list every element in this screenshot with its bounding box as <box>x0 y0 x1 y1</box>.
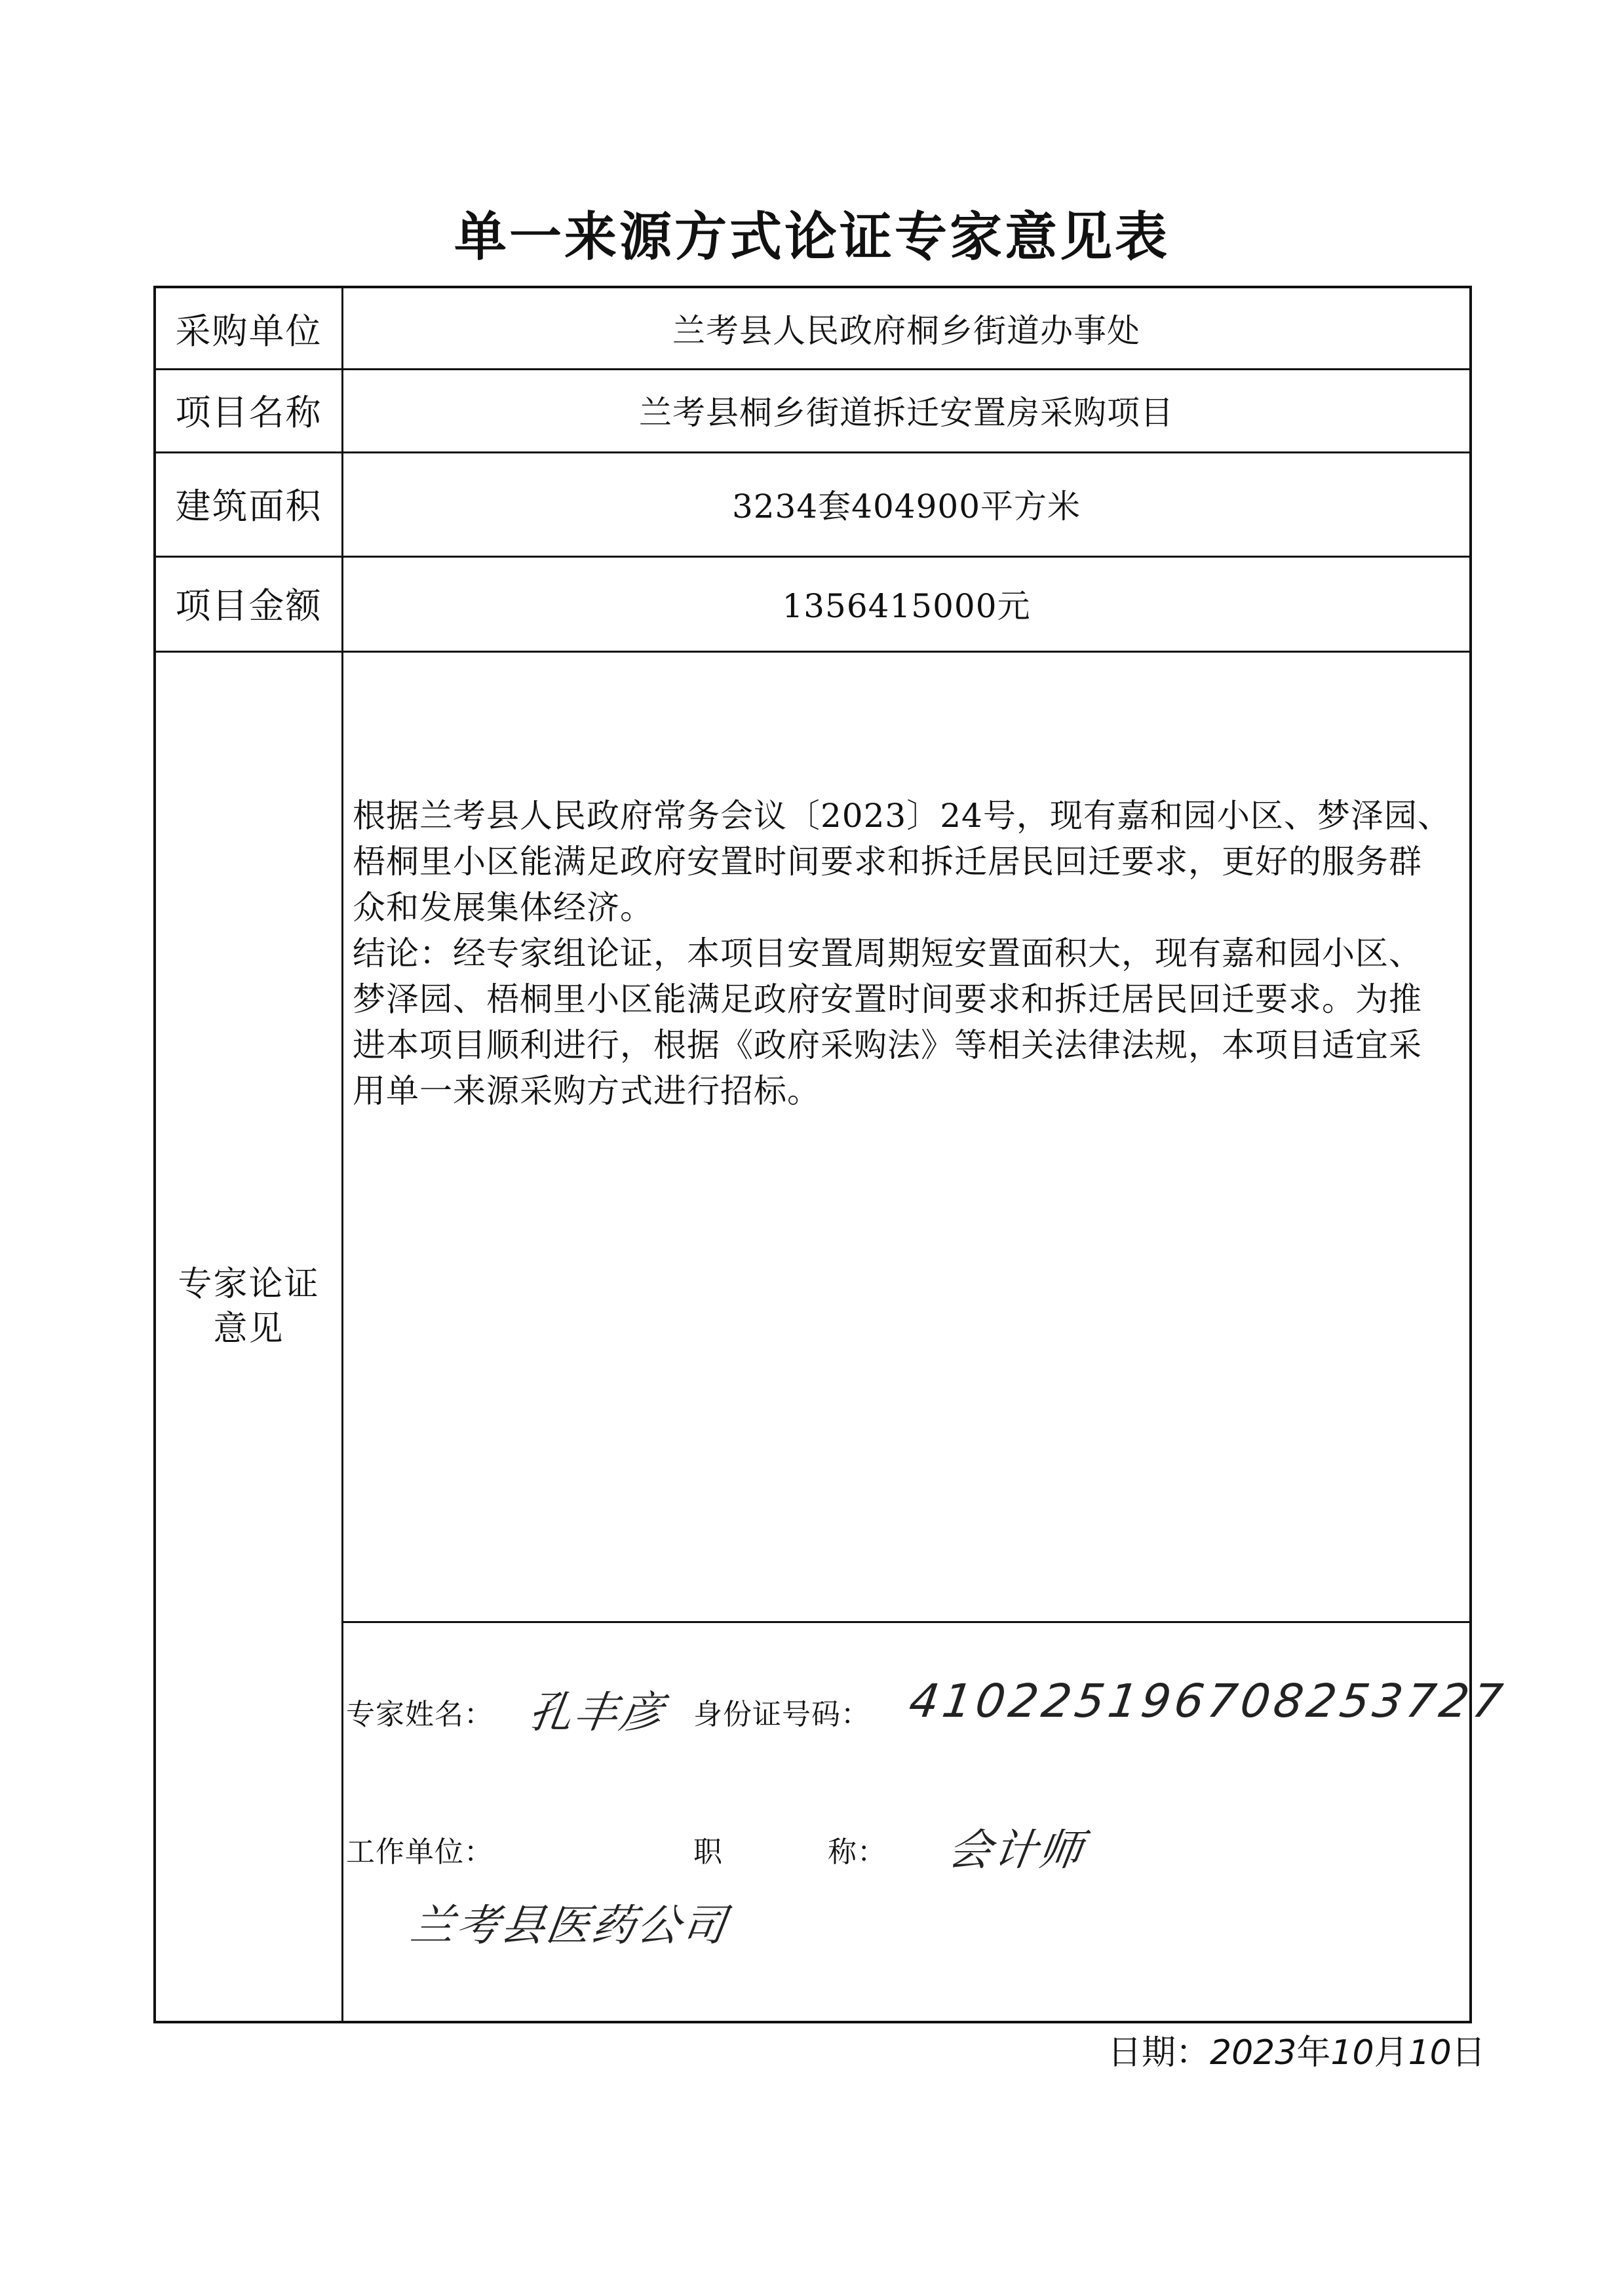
date-day: 10 <box>1408 2033 1452 2073</box>
document-title: 单一来源方式论证专家意见表 <box>454 206 1170 267</box>
date-label: 日期： <box>1108 2033 1210 2073</box>
date-month-unit: 月 <box>1374 2033 1408 2073</box>
building-area-value: 3234套404900平方米 <box>731 487 1081 526</box>
date-day-unit: 日 <box>1451 2033 1486 2073</box>
project-name-label: 项目名称 <box>175 392 322 433</box>
expert-opinion-label: 专家论证意见 <box>178 1265 320 1349</box>
project-amount-value: 1356415000元 <box>782 586 1031 625</box>
opinion-paragraph-conclusion: 结论：经专家组论证，本项目安置周期短安置面积大，现有嘉和园小区、梦泽园、梧桐里小区能满足政府安置时间要求和拆迁居民回迁要求。为推进本项目顺利进行，根据《政府采购法》等相关法律法规，本项目适宜采用单一来源采购方式进行招标。 <box>353 934 1422 1110</box>
signature-divider <box>341 1621 1469 1623</box>
expert-name-signature: 孔丰彦 <box>525 1687 668 1738</box>
date-year: 2023 <box>1210 2033 1297 2073</box>
project-name-value: 兰考县桐乡街道拆迁安置房采购项目 <box>639 393 1174 432</box>
date-month: 10 <box>1330 2033 1374 2073</box>
project-amount-label: 项目金额 <box>175 585 322 626</box>
job-title-handwritten: 会计师 <box>944 1825 1088 1875</box>
job-title-label-part2: 称： <box>828 1835 887 1869</box>
building-area-label: 建筑面积 <box>175 486 322 527</box>
job-title-label-part1: 职 <box>693 1835 723 1869</box>
id-number-handwritten: 410225196708253727 <box>906 1674 1510 1728</box>
work-unit-handwritten: 兰考县医药公司 <box>407 1900 731 1951</box>
procurement-unit-label: 采购单位 <box>175 310 322 352</box>
expert-name-label: 专家姓名： <box>346 1698 493 1731</box>
id-number-label: 身份证号码： <box>693 1698 870 1731</box>
expert-opinion-text <box>353 793 1455 1114</box>
opinion-paragraph-basis: 根据兰考县人民政府常务会议〔2023〕24号，现有嘉和园小区、梦泽园、梧桐里小区能满足政府安置时间要求和拆迁居民回迁要求，更好的服务群众和发展集体经济。 <box>353 797 1451 927</box>
work-unit-label: 工作单位： <box>346 1835 493 1869</box>
opinion-form-table <box>153 286 1510 2023</box>
procurement-unit-value: 兰考县人民政府桐乡街道办事处 <box>672 312 1140 350</box>
date-year-unit: 年 <box>1296 2033 1331 2073</box>
form-date <box>1108 2025 1486 2074</box>
row-divider <box>156 651 1469 653</box>
